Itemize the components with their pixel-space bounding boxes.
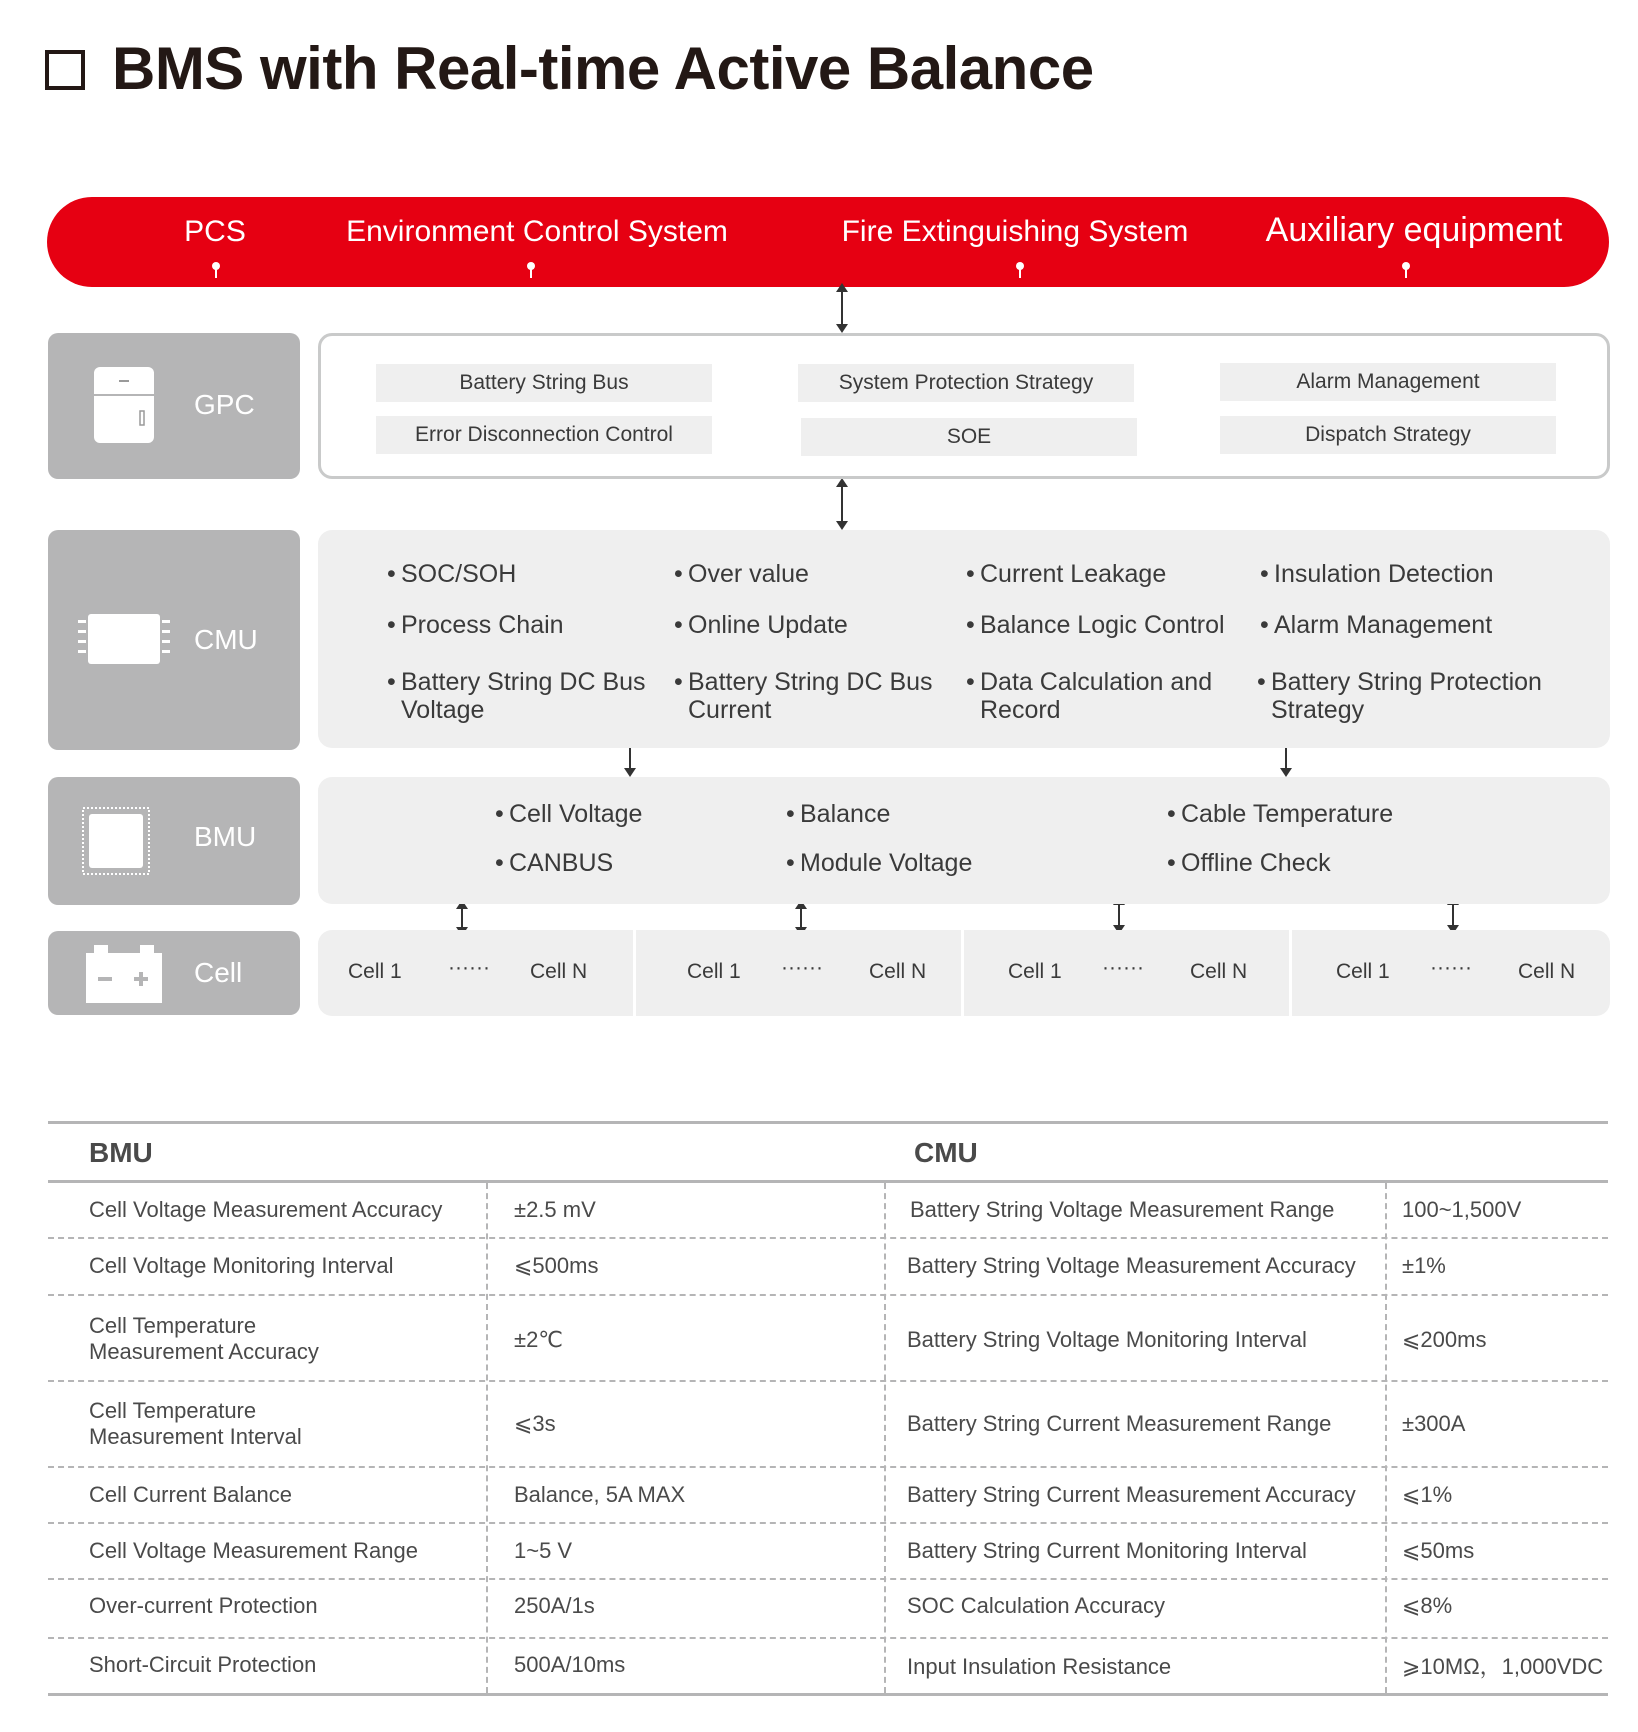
bmu-param: Short-Circuit Protection	[89, 1652, 317, 1677]
row-separator	[48, 1466, 1608, 1468]
bmu-value: 500A/10ms	[514, 1652, 626, 1677]
bmu-value: ±2℃	[514, 1327, 564, 1352]
bmu-value: ⩽500ms	[514, 1253, 599, 1278]
cmu-feature: • Battery String DC Bus Voltage	[387, 668, 646, 724]
cmu-panel	[318, 530, 1610, 748]
gpc-panel	[318, 333, 1610, 479]
cmu-value: ⩽50ms	[1402, 1538, 1475, 1563]
level-gpc-label: GPC	[194, 389, 255, 420]
cell-last: Cell N	[869, 960, 927, 983]
cmu-param: Battery String Current Monitoring Interval	[907, 1538, 1307, 1563]
bmu-feature: • Module Voltage	[786, 849, 973, 877]
cell-first: Cell 1	[687, 960, 741, 983]
bmu-feature: • CANBUS	[495, 849, 614, 877]
level-cmu-label: CMU	[194, 624, 258, 655]
level-bmu-label: BMU	[194, 821, 257, 852]
gpc-item: Battery String Bus	[376, 364, 712, 402]
row-separator	[48, 1237, 1608, 1239]
cmu-param: Battery String Current Measurement Range	[907, 1411, 1332, 1436]
cmu-param: Battery String Voltage Monitoring Interval	[907, 1327, 1307, 1352]
cmu-param: Battery String Voltage Measurement Accuracy	[907, 1253, 1356, 1278]
bmu-param: Cell Temperature Measurement Interval	[89, 1398, 302, 1449]
cmu-feature: • Process Chain	[387, 611, 564, 639]
cmu-value: ⩽1%	[1402, 1482, 1453, 1507]
level-cell	[48, 931, 300, 1015]
bidirectional-arrow	[841, 285, 843, 331]
connector-pin	[527, 262, 535, 270]
circuit-module-icon	[76, 612, 172, 668]
row-separator	[48, 1294, 1608, 1296]
connector-pin	[1016, 262, 1024, 270]
row-separator	[48, 1578, 1608, 1580]
cmu-feature: • Balance Logic Control	[966, 611, 1225, 639]
chip-icon	[82, 807, 150, 875]
cell-group	[318, 930, 633, 1016]
table-bottom-rule	[48, 1693, 1608, 1696]
bmu-value: Balance, 5A MAX	[514, 1482, 686, 1507]
cmu-value: ⩾10MΩ，1,000VDC	[1402, 1654, 1604, 1679]
cell-first: Cell 1	[1008, 960, 1062, 983]
cell-last: Cell N	[1518, 960, 1576, 983]
connector-pin	[212, 262, 220, 270]
bmu-feature: • Cable Temperature	[1167, 800, 1394, 828]
external-systems-bar	[47, 197, 1609, 287]
column-separator	[1385, 1183, 1387, 1693]
bmu-value: ⩽3s	[514, 1411, 556, 1436]
cmu-feature: • Over value	[674, 560, 809, 588]
cmu-feature: • Battery String DC Bus Current	[674, 668, 933, 724]
cmu-param: SOC Calculation Accuracy	[907, 1593, 1165, 1618]
bmu-feature: • Cell Voltage	[495, 800, 643, 828]
cmu-param: Battery String Current Measurement Accuracy	[907, 1482, 1356, 1507]
system-auxiliary-equipment: Auxiliary equipment	[1265, 211, 1563, 249]
page-title: BMS with Real-time Active Balance	[112, 35, 1094, 102]
cell-ellipsis: ······	[448, 956, 490, 979]
cmu-param: Input Insulation Resistance	[907, 1654, 1172, 1679]
table-header-cmu: CMU	[914, 1137, 978, 1168]
controller-box-icon	[92, 365, 158, 445]
cmu-feature: • Online Update	[674, 611, 848, 639]
bmu-param: Cell Voltage Measurement Accuracy	[89, 1197, 443, 1222]
cmu-feature: • SOC/SOH	[387, 560, 517, 588]
cmu-param: Battery String Voltage Measurement Range	[910, 1197, 1335, 1222]
bmu-value: 250A/1s	[514, 1593, 595, 1618]
cell-last: Cell N	[1190, 960, 1248, 983]
cmu-feature: • Insulation Detection	[1260, 560, 1494, 588]
cell-first: Cell 1	[1336, 960, 1390, 983]
bmu-value: ±2.5 mV	[514, 1197, 596, 1222]
connector-pin	[1402, 262, 1410, 270]
bmu-param: Cell Current Balance	[89, 1482, 292, 1507]
level-bmu	[48, 777, 300, 905]
system-pcs: PCS	[184, 215, 246, 248]
gpc-item: Alarm Management	[1220, 363, 1556, 401]
cmu-value: ⩽200ms	[1402, 1327, 1487, 1352]
bmu-feature: • Balance	[786, 800, 891, 828]
bidirectional-arrow	[841, 480, 843, 528]
cmu-value: ±1%	[1402, 1253, 1446, 1278]
cell-last: Cell N	[530, 960, 588, 983]
bmu-param: Cell Temperature Measurement Accuracy	[89, 1313, 319, 1364]
battery-icon	[84, 943, 164, 1005]
gpc-item: SOE	[801, 418, 1137, 456]
column-separator	[486, 1183, 488, 1693]
table-header-bmu: BMU	[89, 1137, 153, 1168]
bmu-feature: • Offline Check	[1167, 849, 1331, 877]
cell-group	[964, 930, 1288, 1016]
cmu-feature: • Battery String Protection Strategy	[1257, 668, 1542, 724]
cmu-value: ±300A	[1402, 1411, 1466, 1436]
bmu-param: Cell Voltage Measurement Range	[89, 1538, 418, 1563]
cmu-feature: • Alarm Management	[1260, 611, 1493, 639]
table-top-rule	[48, 1121, 1608, 1124]
cell-panel	[318, 930, 1610, 1016]
row-separator	[48, 1522, 1608, 1524]
cell-ellipsis: ······	[781, 956, 823, 979]
cmu-feature: • Data Calculation and Record	[966, 668, 1213, 724]
bmu-panel	[318, 777, 1610, 904]
level-cmu	[48, 530, 300, 750]
cell-first: Cell 1	[348, 960, 402, 983]
level-cell-label: Cell	[194, 957, 243, 988]
cell-ellipsis: ······	[1102, 956, 1144, 979]
cell-group	[1292, 930, 1610, 1016]
cmu-value: 100~1,500V	[1402, 1197, 1522, 1222]
cmu-feature: • Current Leakage	[966, 560, 1167, 588]
gpc-item: Dispatch Strategy	[1220, 416, 1556, 454]
bmu-param: Over-current Protection	[89, 1593, 318, 1618]
bmu-value: 1~5 V	[514, 1538, 573, 1563]
row-separator	[48, 1380, 1608, 1382]
bmu-param: Cell Voltage Monitoring Interval	[89, 1253, 394, 1278]
cmu-value: ⩽8%	[1402, 1593, 1453, 1618]
gpc-item: Error Disconnection Control	[376, 416, 712, 454]
system-fire-extinguishing: Fire Extinguishing System	[841, 215, 1189, 248]
cell-group	[636, 930, 960, 1016]
system-environment-control: Environment Control System	[346, 215, 728, 248]
title-checkbox-icon	[45, 50, 85, 90]
table-header-rule	[48, 1180, 1608, 1183]
row-separator	[48, 1637, 1608, 1639]
gpc-item: System Protection Strategy	[798, 364, 1134, 402]
column-separator	[884, 1183, 886, 1693]
level-gpc	[48, 333, 300, 479]
cell-ellipsis: ······	[1430, 956, 1472, 979]
